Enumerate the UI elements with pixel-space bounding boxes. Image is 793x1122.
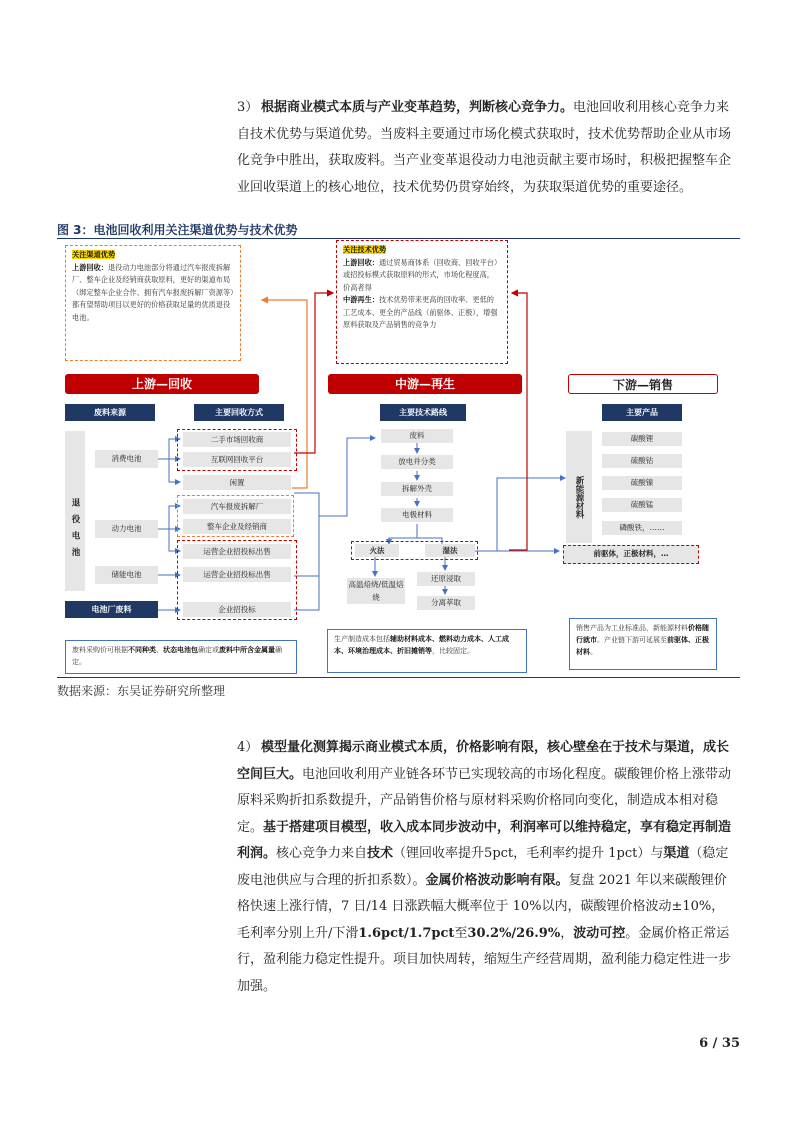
downstream-banner: 下游—销售	[568, 374, 718, 394]
product-precursor-cathode: 前驱体，正极材料，…	[563, 545, 699, 564]
header-route: 主要技术路线	[380, 404, 466, 421]
tech-advantage-note	[336, 240, 508, 364]
section-4: 4） 模型量化测算揭示商业模式本质，价格影响有限，核心壁垒在于技术与渠道，成长空间巨大。电池回收利用产业链各环节已实现较高的市场化程度。碳酸锂价格上涨带动原料采购折扣系数提升，产品销售价格与原材料采购价格同向变化，制造成本相对稳定。基于搭建项目模型，收入成本同步波动中，利润率可以维持稳定，享有稳定再制造利润。核心竞争力来自技术（锂回收率提升5pct，毛利率约提升 1pct）与渠道（稳定废电池供应与合理的折扣系数）。金属价格波动影响有限。复盘 2021 年以来碳酸锂价格快速上涨行情，7 日/14 日涨跌幅大概率位于 10%以内，碳酸锂价格波动±10%，毛利率分别上升/下滑1.6pct/1.7pct至30.2%/26.9%，波动可控。金属价格正常运行，盈利能力稳定性提升。项目加快周转，缩短生产经营周期，盈利能力稳定性进一步加强。	[237, 735, 737, 1000]
note-manufacturing-cost: 生产制造成本包括辅助材料成本、燃料动力成本、人工成本、环境治理成本、折旧摊销等，比较固定。	[327, 629, 527, 673]
new-energy-materials: 新能源材料	[566, 431, 592, 543]
section-3	[237, 95, 737, 201]
page-number: 6 / 35	[699, 1036, 740, 1051]
tech-note-text-2: 技术优势带来更高的回收率、更低的工艺成本、更全的产品线（前驱体、正极），增强原料获取及产品销售的竞争力	[343, 295, 498, 329]
header-method: 主要回收方式	[194, 404, 284, 421]
route-wet: 湿法	[425, 544, 475, 557]
product-coso4: 硫酸钴	[602, 454, 682, 468]
header-source: 废料来源	[65, 404, 155, 421]
retired-battery-label: 退役电池	[65, 431, 85, 591]
midstream-banner: 中游—再生	[328, 374, 522, 394]
upstream-banner: 上游—回收	[65, 374, 259, 394]
product-li2co3: 碳酸锂	[602, 432, 682, 446]
note-scrap-pricing: 废料采购价可根据不同种类、状态电池包确定或废料中所含金属量确定。	[65, 640, 297, 674]
method-secondhand: 二手市场回收商	[183, 432, 291, 447]
method-operator-tender-2: 运营企业招投标出售	[183, 567, 291, 582]
route-fire: 火法	[355, 544, 399, 557]
route-electrode: 电极材料	[381, 508, 453, 522]
channel-note-text: 退役动力电池部分将通过汽车报废拆解厂、整车企业及经销商获取原料，更好的渠道布局（绑定整车企业合作、拥有汽车报废拆解厂资源等）都有望帮助项目以更好的价格获取足量的优质退役电池。	[72, 262, 234, 322]
route-dismantle: 拆解外壳	[381, 482, 453, 496]
product-fepo4: 磷酸铁，……	[602, 521, 682, 535]
figure-source: 数据来源：东吴证券研究所整理	[57, 684, 226, 698]
route-scrap: 废料	[381, 429, 453, 443]
method-scrap-dismantling: 汽车报废拆解厂	[183, 499, 291, 514]
tech-note-label-1: 上游回收：	[343, 257, 379, 267]
section-3-lead: 根据商业模式本质与产业变革趋势，判断核心竞争力。	[261, 100, 574, 115]
tech-note-heading: 关注技术优势	[343, 245, 387, 254]
route-reduction-leach: 还原浸取	[417, 572, 475, 586]
source-consumer: 消费电池	[95, 450, 158, 468]
source-power: 动力电池	[95, 520, 158, 538]
route-separation-extract: 分离萃取	[417, 596, 475, 610]
method-oem-dealer: 整车企业及经销商	[183, 519, 291, 534]
source-factory-scrap: 电池厂废料	[65, 601, 158, 618]
product-niso4: 硫酸镍	[602, 476, 682, 490]
tech-note-label-2: 中游再生：	[343, 295, 379, 304]
method-enterprise-tender: 企业招投标	[183, 602, 291, 617]
section-4-number: 4）	[237, 740, 259, 755]
product-mnso4: 硫酸锰	[602, 498, 682, 512]
section-3-number: 3）	[237, 100, 259, 115]
route-fire-method: 高温焙烧/低温焙烧	[348, 580, 404, 602]
tech-note-text-1: 通过贸易商体系（回收商、回收平台）或招投标模式获取原料的形式，市场化程度高，价高者得	[343, 257, 498, 292]
section-3-body: 电池回收利用核心竞争力来自技术优势与渠道优势。当废料主要通过市场化模式获取时，技术优势帮助企业从市场化竞争中胜出，获取废料。当产业变革退役动力电池贡献主要市场时，积极把握整车企业回收渠道上的核心地位，技术优势仍贯穿始终，为获取渠道优势的重要途径。	[237, 100, 732, 195]
recycling-diagram	[57, 238, 740, 678]
note-product-sales: 销售产品为工业标准品，新能源材料价格随行就市。产业链下游可延展至前驱体、正极材料。	[569, 618, 717, 670]
figure-title: 图 3：电池回收利用关注渠道优势与技术优势	[57, 223, 298, 237]
channel-advantage-note	[65, 245, 241, 361]
method-internet: 互联网回收平台	[183, 452, 291, 467]
source-storage: 储能电池	[95, 566, 158, 584]
figure-bottom-rule	[57, 677, 740, 678]
method-idle: 闲置	[183, 475, 291, 490]
header-product: 主要产品	[602, 404, 682, 421]
route-discharge: 放电并分类	[381, 455, 453, 469]
channel-note-heading: 关注渠道优势	[72, 250, 116, 259]
method-operator-tender-1: 运营企业招投标出售	[183, 544, 291, 559]
channel-note-label: 上游回收：	[72, 262, 108, 272]
